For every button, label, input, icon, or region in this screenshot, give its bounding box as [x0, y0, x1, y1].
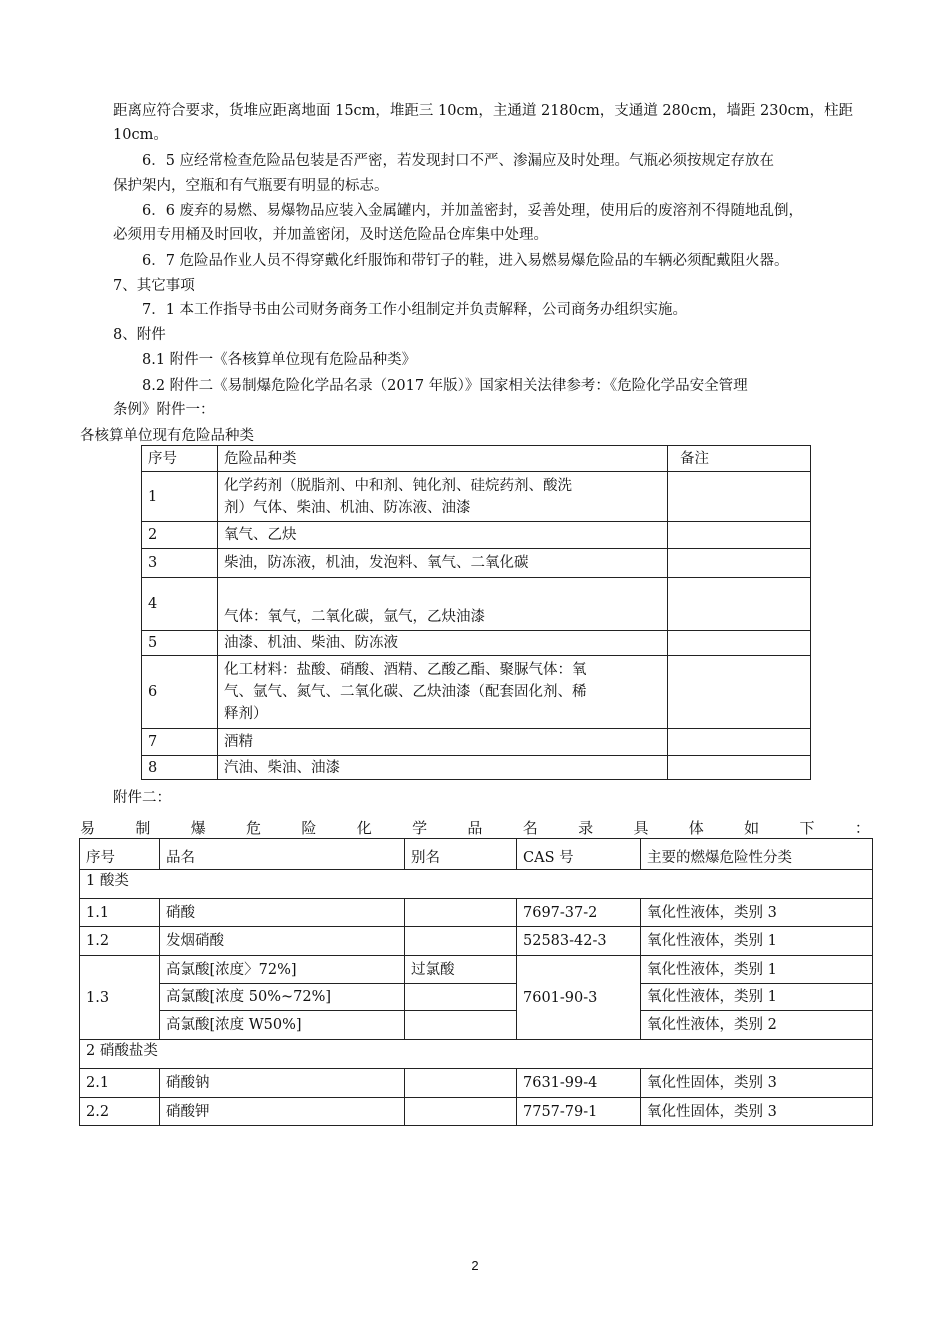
header-cell: 危险品种类: [218, 446, 668, 472]
remark-cell: [668, 756, 811, 780]
remark-cell: [668, 472, 811, 522]
page-number: 2: [471, 1258, 479, 1273]
row-number: 5: [142, 631, 218, 656]
hazard-cell: 酒精: [218, 729, 668, 756]
paragraph-line: 6．7 危险品作业人员不得穿戴化纤服饰和带钉子的鞋，进入易燃易爆危险品的车辆必须配戴阻火器。: [142, 253, 789, 269]
table-row: [80, 899, 873, 927]
paragraph-line: 条例》附件一：: [113, 402, 215, 418]
row-number: 7: [142, 729, 218, 756]
cas-number: 7697-37-2: [517, 899, 641, 927]
row-number: 1: [142, 472, 218, 522]
table-row: [142, 631, 811, 656]
table2-caption: 易 制 爆 危 险 化 学 品 名 录 具 体 如 下 ：: [80, 819, 870, 837]
hazard-class: 氧化性液体，类别 1: [641, 956, 873, 984]
paragraph-line: 6．5 应经常检查危险品包装是否严密，若发现封口不严、渗漏应及时处理。气瓶必须按规定存放在: [142, 153, 775, 169]
row-number: 1.3: [80, 956, 160, 1040]
paragraph-line: 7．1 本工作指导书由公司财务商务工作小组制定并负责解释，公司商务办组织实施。: [142, 302, 688, 318]
table-row: [80, 956, 873, 984]
table-row: [142, 729, 811, 756]
remark-cell: [668, 656, 811, 729]
header-cell: 备注: [668, 446, 811, 472]
cas-number: 7757-79-1: [517, 1098, 641, 1126]
category-row: [80, 1040, 873, 1069]
table-row: [80, 984, 873, 1011]
product-name: 硝酸: [160, 899, 405, 927]
table-row: [142, 578, 811, 631]
hazard-class: 氧化性液体，类别 2: [641, 1011, 873, 1040]
table-row: [80, 1098, 873, 1126]
table-row: [142, 549, 811, 578]
header-cell: 别名: [405, 839, 517, 870]
table-row: [80, 1011, 873, 1040]
alias-cell: [405, 899, 517, 927]
paragraph-line: 10cm。: [113, 127, 168, 143]
alias-cell: [405, 927, 517, 956]
table1-caption: 各核算单位现有危险品种类: [80, 428, 254, 444]
hazard-cell: 柴油，防冻液，机油，发泡料、氧气、二氧化碳: [218, 549, 668, 578]
category-cell: 1 酸类: [80, 870, 873, 899]
hazard-cell: 氧气、乙炔: [218, 522, 668, 549]
table-header-row: [80, 839, 873, 870]
annex2-label: 附件二：: [113, 790, 171, 806]
table-header-row: [142, 446, 811, 472]
row-number: 8: [142, 756, 218, 780]
header-cell: CAS 号: [517, 839, 641, 870]
row-number: 2.2: [80, 1098, 160, 1126]
category-cell: 2 硝酸盐类: [80, 1040, 873, 1069]
cas-number: 52583-42-3: [517, 927, 641, 956]
hazard-class: 氧化性液体，类别 1: [641, 927, 873, 956]
product-name: 高氯酸[浓度〉72%]: [160, 956, 405, 984]
remark-cell: [668, 631, 811, 656]
cas-number: 7631-99-4: [517, 1069, 641, 1098]
table-row: [142, 472, 811, 522]
paragraph-line: 保护架内，空瓶和有气瓶要有明显的标志。: [113, 178, 389, 194]
alias-cell: [405, 1069, 517, 1098]
paragraph-line: 距离应符合要求，货堆应距离地面 15cm，堆距三 10cm，主通道 2180cm，支通道 280cm，墙距 230cm，柱距: [113, 103, 854, 119]
section-heading: 8、附件: [113, 327, 166, 343]
paragraph-line: 必须用专用桶及时回收，并加盖密闭，及时送危险品仓库集中处理。: [113, 227, 548, 243]
row-number: 6: [142, 656, 218, 729]
hazard-class: 氧化性固体，类别 3: [641, 1098, 873, 1126]
explosive-precursor-table: [79, 838, 873, 1126]
hazard-class: 氧化性液体，类别 3: [641, 899, 873, 927]
table-row: [80, 1069, 873, 1098]
remark-cell: [668, 578, 811, 631]
row-number: 3: [142, 549, 218, 578]
product-name: 高氯酸[浓度 W50%]: [160, 1011, 405, 1040]
row-number: 4: [142, 578, 218, 631]
row-number: 1.1: [80, 899, 160, 927]
remark-cell: [668, 729, 811, 756]
row-number: 2.1: [80, 1069, 160, 1098]
paragraph-line: 6．6 废弃的易燃、易爆物品应装入金属罐内，并加盖密封，妥善处理，使用后的废溶剂不得随地乱倒，: [142, 203, 804, 219]
product-name: 高氯酸[浓度 50%~72%]: [160, 984, 405, 1011]
hazard-class: 氧化性液体，类别 1: [641, 984, 873, 1011]
header-cell: 序号: [142, 446, 218, 472]
product-name: 发烟硝酸: [160, 927, 405, 956]
hazard-class: 氧化性固体，类别 3: [641, 1069, 873, 1098]
paragraph-line: 8.2 附件二《易制爆危险化学品名录（2017 年版）》国家相关法律参考：《危险化学品安全管理: [142, 378, 748, 394]
remark-cell: [668, 549, 811, 578]
hazard-cell: 汽油、柴油、油漆: [218, 756, 668, 780]
table-row: [142, 522, 811, 549]
paragraph-line: 8.1 附件一《各核算单位现有危险品种类》: [142, 352, 417, 368]
table-row: [142, 656, 811, 729]
section-heading: 7、其它事项: [113, 278, 195, 294]
category-row: [80, 870, 873, 899]
alias-cell: [405, 1011, 517, 1040]
remark-cell: [668, 522, 811, 549]
cas-number: 7601-90-3: [517, 956, 641, 1040]
header-cell: 品名: [160, 839, 405, 870]
header-cell: 序号: [80, 839, 160, 870]
row-number: 2: [142, 522, 218, 549]
row-number: 1.2: [80, 927, 160, 956]
alias-cell: [405, 984, 517, 1011]
alias-cell: [405, 1098, 517, 1126]
hazard-cell: 油漆、机油、柴油、防冻液: [218, 631, 668, 656]
hazard-cell: 化工材料：盐酸、硝酸、酒精、乙酸乙酯、聚脲气体：氧 气、氩气、氮气、二氧化碳、乙炔油漆（配套固化剂、稀 释剂）: [218, 656, 668, 729]
alias-cell: 过氯酸: [405, 956, 517, 984]
table-row: [80, 927, 873, 956]
hazard-types-table: [141, 445, 811, 780]
header-cell: 主要的燃爆危险性分类: [641, 839, 873, 870]
product-name: 硝酸钠: [160, 1069, 405, 1098]
hazard-cell: 气体：氧气，二氧化碳，氩气，乙炔油漆: [218, 578, 668, 631]
table-row: [142, 756, 811, 780]
hazard-cell: 化学药剂（脱脂剂、中和剂、钝化剂、硅烷药剂、酸洗 剂）气体、柴油、机油、防冻液、油漆: [218, 472, 668, 522]
product-name: 硝酸钾: [160, 1098, 405, 1126]
